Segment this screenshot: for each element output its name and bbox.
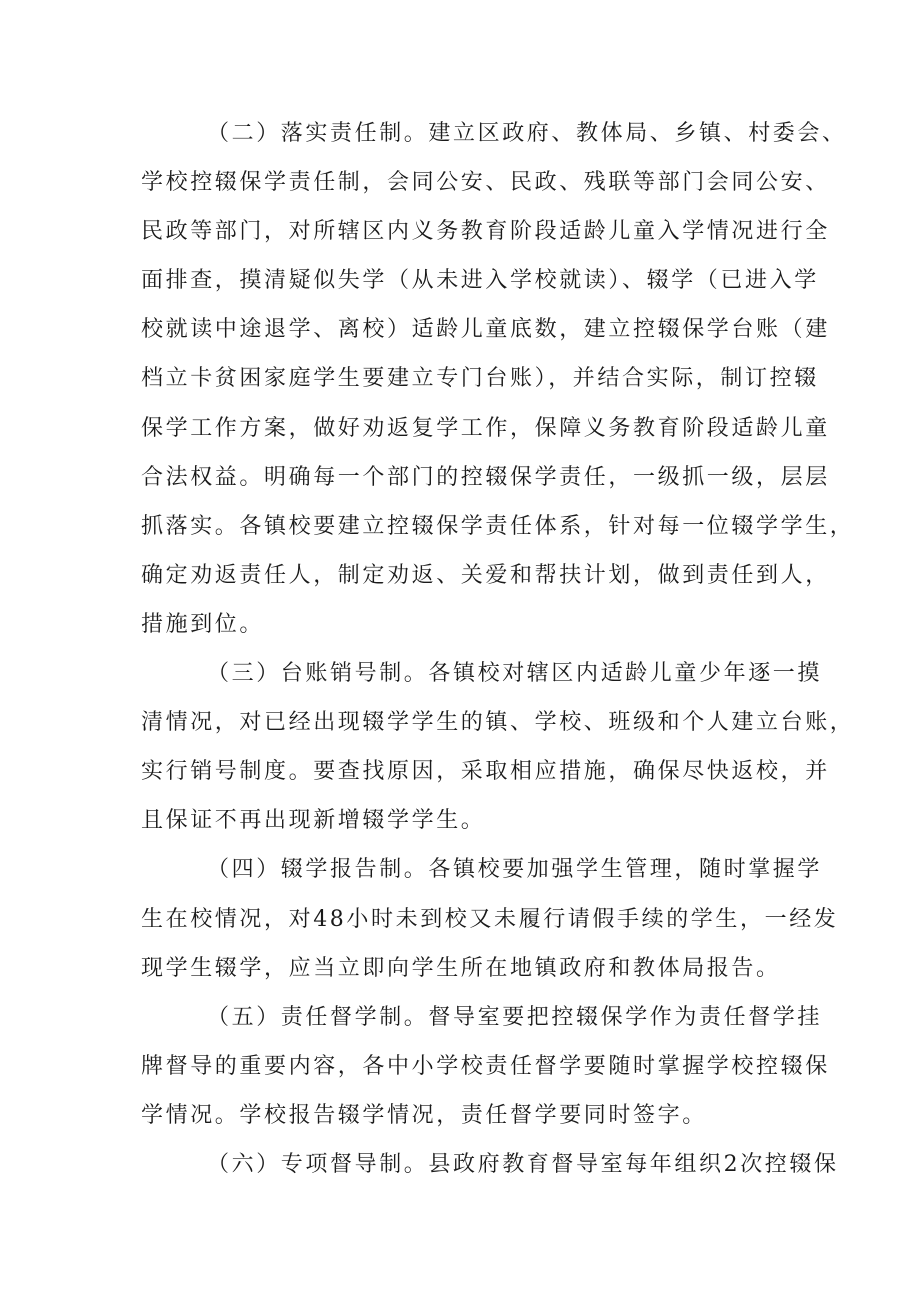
paragraph-3-line: 实行销号制度。要查找原因，采取相应措施，确保尽快返校，并 [141,759,830,785]
paragraph-5-line: 牌督导的重要内容，各中小学校责任督学要随时掌握学校控辍保 [141,1053,830,1079]
paragraph-4-line: 现学生辍学，应当立即向学生所在地镇政府和教体局报告。 [141,955,781,981]
paragraph-2-line: 面排查，摸清疑似失学（从未进入学校就读）、辍学（已进入学 [141,268,819,294]
paragraph-2-line: 抓落实。各镇校要建立控辍保学责任体系，针对每一位辍学学生， [141,513,855,539]
paragraph-2-line: 学校控辍保学责任制，会同公安、民政、残联等部门会同公安、 [141,170,830,196]
paragraph-2-line: 校就读中途退学、离校）适龄儿童底数，建立控辍保学台账（建 [141,317,830,343]
paragraph-2-line: 保学工作方案，做好劝返复学工作，保障义务教育阶段适龄儿童 [141,415,830,441]
paragraph-2-line: （二）落实责任制。建立区政府、教体局、乡镇、村委会、 [207,121,847,146]
paragraph-2-line: 档立卡贫困家庭学生要建立专门台账），并结合实际，制订控辍 [141,366,819,392]
paragraph-2-line: 确定劝返责任人，制定劝返、关爱和帮扶计划，做到责任到人， [141,562,830,588]
paragraph-3-line: （三）台账销号制。各镇校对辖区内适龄儿童少年逐一摸 [207,661,823,687]
paragraph-2-line: 民政等部门，对所辖区内义务教育阶段适龄儿童入学情况进行全 [141,219,830,245]
document-body [141,109,855,1189]
paragraph-6-line: （六）专项督导制。县政府教育督导室每年组织2次控辍保 [207,1151,839,1177]
paragraph-4-line: （四）辍学报告制。各镇校要加强学生管理，随时掌握学 [207,857,823,883]
paragraph-5-line: （五）责任督学制。督导室要把控辍保学作为责任督学挂 [207,1004,823,1030]
paragraph-3-line: 且保证不再出现新增辍学学生。 [141,808,486,834]
paragraph-3-line: 清情况，对已经出现辍学学生的镇、学校、班级和个人建立台账， [141,710,855,736]
paragraph-4-line: 生在校情况，对48小时未到校又未履行请假手续的学生，一经发 [141,906,839,932]
paragraph-5-line: 学情况。学校报告辍学情况，责任督学要同时签字。 [141,1102,707,1128]
paragraph-2-line: 措施到位。 [141,611,265,637]
paragraph-2-line: 合法权益。明确每一个部门的控辍保学责任，一级抓一级，层层 [141,464,830,490]
